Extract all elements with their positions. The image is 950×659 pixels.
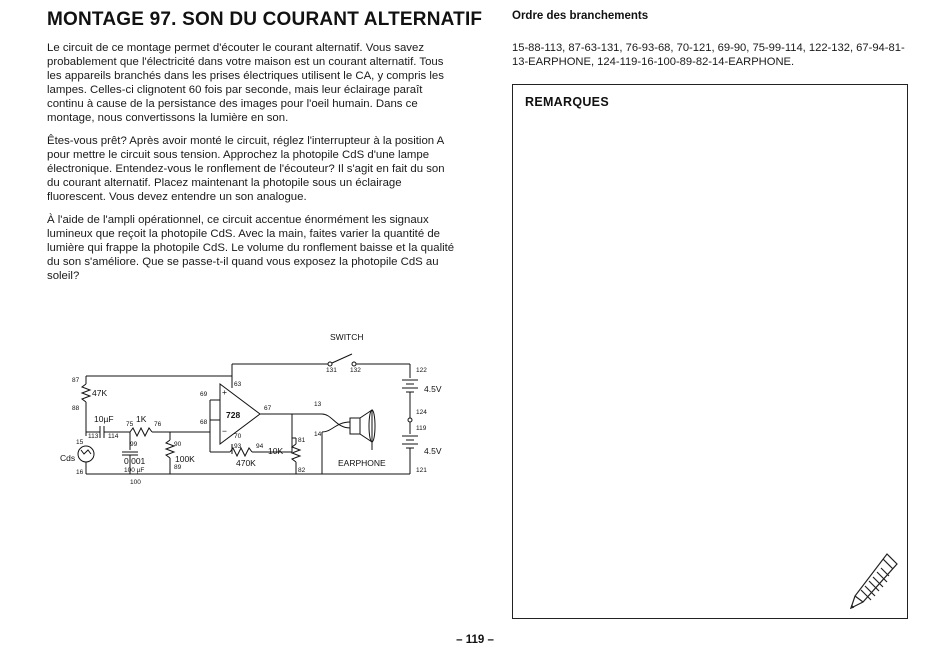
terminal-82: 82 [298, 467, 306, 474]
r47k-label: 47K [92, 388, 108, 398]
terminal-114: 114 [108, 433, 119, 440]
terminal-113: 113 [88, 433, 99, 440]
ic-label: 728 [226, 410, 241, 420]
terminal-93: 93 [234, 443, 242, 450]
battery1-label: 4.5V [424, 384, 442, 394]
notes-heading: REMARQUES [525, 95, 609, 109]
terminal-122: 122 [416, 367, 427, 374]
terminal-88: 88 [72, 405, 80, 412]
opamp-minus: − [222, 426, 227, 436]
terminal-131: 131 [326, 367, 337, 374]
terminal-89: 89 [174, 464, 182, 471]
terminal-69: 69 [200, 391, 208, 398]
c10uf-label: 10µF [94, 414, 114, 424]
terminal-121: 121 [416, 467, 427, 474]
pencil-icon [843, 550, 899, 614]
page-title: MONTAGE 97. SON DU COURANT ALTERNATIF [47, 9, 483, 30]
terminal-81: 81 [298, 437, 306, 444]
r470k-label: 470K [236, 458, 256, 468]
cds-label: Cds [60, 453, 76, 463]
terminal-124: 124 [416, 409, 427, 416]
cap-unit-label: 100 µF [124, 467, 145, 474]
terminal-94: 94 [256, 443, 264, 450]
terminal-76: 76 [154, 421, 162, 428]
terminal-90: 90 [174, 441, 182, 448]
page-number: – 119 – [456, 634, 494, 646]
paragraph-instructions: Êtes-vous prêt? Après avoir monté le circuit, réglez l'interrupteur à la position A pour mettre le circuit sous tension. Approchez la photopile CdS d'une lampe électronique. Entendez-vous le ronflement de l'écouteur? Il s'agit en fait du son du courant alternatif. Placez maintenant la photopile sous un éclairage fluorescent. Vous devez entendre un son analogue. [47, 135, 445, 204]
paragraph-explanation: À l'aide de l'ampli opérationnel, ce circuit accentue énormément les signaux lumineux que reçoit la photopile CdS. Avec la main, faites varier la quantité de lumière qui frappe la photopile CdS. Le volume du ronflement baisse et la qualité du son s'améliore. Que se passe-t-il quand vous exposez la photopile CdS au soleil? [47, 214, 455, 283]
opamp-plus: + [222, 387, 227, 397]
switch-label: SWITCH [330, 332, 364, 342]
terminal-67: 67 [264, 405, 272, 412]
terminal-15: 15 [76, 439, 84, 446]
r10k-label: 10K [268, 446, 284, 456]
terminal-119: 119 [416, 425, 427, 432]
r100k-label: 100K [175, 454, 195, 464]
terminal-132: 132 [350, 367, 361, 374]
terminal-99: 99 [130, 441, 138, 448]
r1k-label: 1K [136, 414, 147, 424]
terminal-63: 63 [234, 381, 242, 388]
terminal-70: 70 [234, 433, 242, 440]
notes-box[interactable] [512, 84, 908, 619]
paragraph-intro: Le circuit de ce montage permet d'écouter le courant alternatif. Vous savez probablement que l'électricité dans votre maison est un courant alternatif. Tous les appareils branchés dans les prises électriques utilisent le CA, y compris les lampes. Celles-ci clignotent 60 fois par seconde, mais leur éclairage paraît continu à cause de la persistance des images pour l'oeil humain. Dans ce montage, nous convertissons la lumière en son. [47, 42, 444, 125]
wiring-heading: Ordre des branchements [512, 10, 649, 22]
terminal-14: 14 [314, 431, 322, 438]
earphone-label: EARPHONE [338, 458, 386, 468]
terminal-16: 16 [76, 469, 84, 476]
cap-label: 0.001 [124, 456, 146, 466]
terminal-75: 75 [126, 421, 134, 428]
battery2-label: 4.5V [424, 446, 442, 456]
terminal-13: 13 [314, 401, 322, 408]
terminal-100: 100 [130, 479, 141, 486]
terminal-87: 87 [72, 377, 80, 384]
terminal-68: 68 [200, 419, 208, 426]
wiring-sequence: 15-88-113, 87-63-131, 76-93-68, 70-121, 69-90, 75-99-114, 122-132, 67-94-81-13-EARPHONE, 124-119-16-100-89-82-14-EARPHONE. [512, 42, 905, 68]
circuit-diagram [60, 326, 460, 486]
